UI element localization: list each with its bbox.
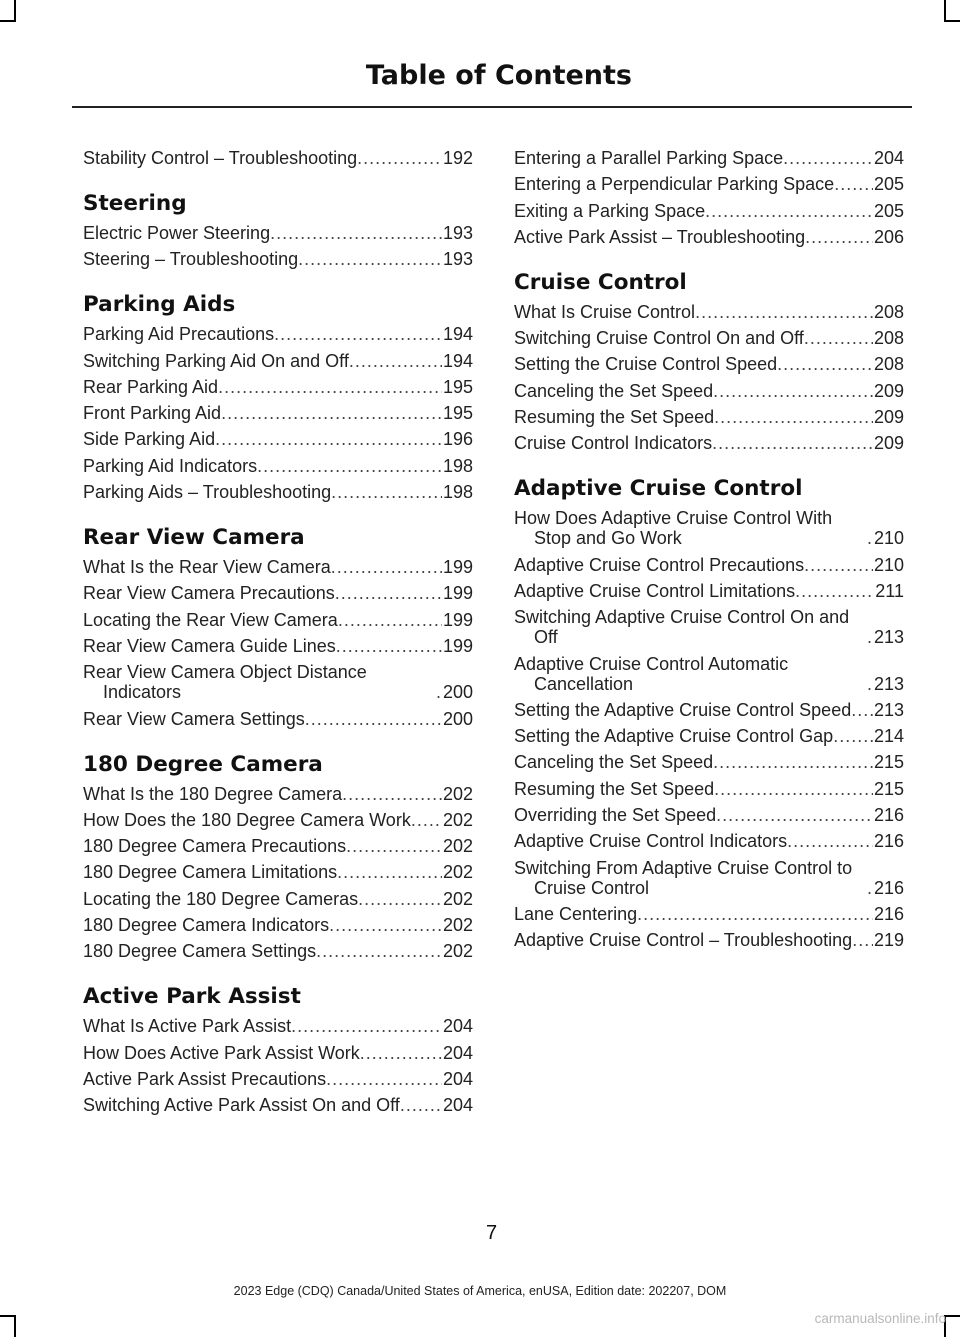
dot-leader [714, 779, 873, 799]
dot-leader [804, 555, 873, 575]
toc-entry[interactable] [514, 607, 904, 647]
toc-section [83, 148, 473, 168]
toc-entry[interactable] [83, 482, 473, 502]
page-title: Table of Contents [365, 60, 632, 91]
toc-entry-page: 200 [442, 682, 473, 703]
dot-leader [316, 941, 442, 961]
toc-entry-title: Adaptive Cruise Control – Troubleshooting [514, 930, 853, 951]
toc-entry-page: 204 [442, 1068, 473, 1089]
crop-mark [0, 1315, 16, 1317]
crop-mark [0, 20, 16, 22]
toc-entry-page: 209 [873, 380, 904, 401]
toc-entry-page: 199 [442, 583, 473, 604]
dot-leader [218, 377, 442, 397]
toc-entry[interactable] [83, 249, 473, 269]
dot-leader [805, 227, 873, 247]
toc-entry-page: 193 [442, 249, 473, 270]
dot-leader [411, 810, 442, 830]
toc-entry-page: 194 [442, 350, 473, 371]
toc-entry-page: 202 [442, 809, 473, 830]
toc-entry[interactable] [514, 555, 904, 575]
toc-section [514, 148, 904, 247]
toc-entry-page: 196 [442, 429, 473, 450]
toc-entry-title: 180 Degree Camera Precautions [83, 836, 347, 857]
toc-entry-title: Entering a Perpendicular Parking Space [514, 174, 835, 195]
dot-leader [326, 1069, 442, 1089]
toc-entry-title: How Does Active Park Assist Work [83, 1042, 360, 1063]
toc-section [83, 752, 473, 962]
toc-section [83, 525, 473, 728]
dot-leader [215, 429, 442, 449]
toc-entry-page: 199 [442, 557, 473, 578]
edition-footer: 2023 Edge (CDQ) Canada/United States of America, enUSA, Edition date: 202207, DOM [233, 1284, 727, 1298]
dot-leader [342, 784, 442, 804]
toc-entry[interactable] [514, 904, 904, 924]
toc-entry-title: Front Parking Aid [83, 403, 222, 424]
header-divider [72, 106, 912, 108]
toc-right-column [514, 148, 904, 957]
section-heading[interactable]: Active Park Assist [83, 984, 301, 1010]
toc-entry[interactable] [83, 889, 473, 909]
toc-entry[interactable] [83, 836, 473, 856]
dot-leader [221, 403, 442, 423]
dot-leader [713, 752, 873, 772]
section-heading[interactable]: Cruise Control [514, 269, 687, 295]
dot-leader [270, 223, 442, 243]
toc-entry-title: How Does Adaptive Cruise Control With Stop and Go Work [514, 508, 833, 549]
toc-entry-page: 205 [873, 174, 904, 195]
dot-leader [291, 1016, 442, 1036]
dot-leader [714, 407, 873, 427]
toc-entry-title: Switching Parking Aid On and Off [83, 350, 349, 371]
toc-entry-title: Adaptive Cruise Control Automatic Cancellation [514, 653, 789, 694]
section-heading[interactable]: Rear View Camera [83, 525, 305, 551]
toc-entry-title: Side Parking Aid [83, 429, 216, 450]
dot-leader [349, 351, 442, 371]
crop-mark [944, 1315, 960, 1317]
toc-entry-page: 195 [442, 376, 473, 397]
dot-leader [705, 201, 873, 221]
toc-entry-title: 180 Degree Camera Limitations [83, 862, 338, 883]
toc-entry-page: 193 [442, 223, 473, 243]
dot-leader [335, 583, 442, 603]
toc-entry[interactable] [514, 407, 904, 427]
toc-entry[interactable] [83, 223, 473, 243]
watermark: carmanualsonline.info [814, 1311, 946, 1326]
toc-entry[interactable] [83, 662, 473, 702]
dot-leader [331, 557, 442, 577]
toc-entry[interactable] [83, 862, 473, 882]
toc-entry[interactable] [83, 941, 473, 961]
toc-entry[interactable] [83, 1043, 473, 1063]
toc-entry-title: Exiting a Parking Space [514, 200, 706, 221]
toc-entry[interactable] [83, 1016, 473, 1036]
toc-entry[interactable] [514, 752, 904, 772]
toc-entry[interactable] [83, 456, 473, 476]
toc-entry[interactable] [83, 324, 473, 344]
dot-leader [804, 328, 873, 348]
toc-entry-title: Canceling the Set Speed [514, 380, 714, 401]
crop-mark [14, 0, 16, 22]
toc-entry-page: 219 [873, 930, 904, 951]
dot-leader [336, 636, 442, 656]
dot-leader [329, 915, 442, 935]
toc-entry[interactable] [514, 831, 904, 851]
toc-entry-title: Switching Adaptive Cruise Control On and Off [514, 607, 850, 648]
toc-entry-page: 210 [873, 528, 904, 549]
toc-entry-page: 216 [873, 805, 904, 826]
toc-entry-page: 209 [873, 433, 904, 454]
toc-entry-page: 208 [873, 354, 904, 375]
toc-entry[interactable] [514, 700, 904, 720]
toc-entry-page: 204 [442, 1016, 473, 1037]
toc-entry-page: 213 [873, 673, 904, 694]
toc-entry-page: 213 [873, 627, 904, 648]
toc-entry-title: Parking Aid Precautions [83, 324, 275, 345]
dot-leader [777, 354, 873, 374]
dot-leader [716, 805, 873, 825]
toc-entry-page: 215 [873, 752, 904, 773]
toc-entry-page: 213 [873, 699, 904, 720]
toc-entry-title: Adaptive Cruise Control Limitations [514, 580, 796, 601]
dot-leader [834, 174, 873, 194]
toc-entry-title: 180 Degree Camera Settings [83, 941, 317, 962]
crop-mark [14, 1315, 16, 1337]
toc-entry-title: Locating the 180 Degree Cameras [83, 888, 359, 909]
toc-entry-page: 204 [442, 1042, 473, 1063]
toc-entry-title: Active Park Assist – Troubleshooting [514, 226, 806, 247]
toc-entry[interactable] [514, 227, 904, 247]
toc-entry-title: Resuming the Set Speed [514, 778, 715, 799]
dot-leader [400, 1095, 442, 1115]
toc-entry[interactable] [514, 508, 904, 548]
toc-entry-title: What Is the 180 Degree Camera [83, 783, 343, 804]
toc-entry-title: Overriding the Set Speed [514, 805, 717, 826]
toc-entry-page: 209 [873, 407, 904, 428]
toc-entry[interactable] [83, 148, 473, 168]
toc-entry-page: 215 [873, 778, 904, 799]
toc-entry-page: 199 [442, 609, 473, 630]
toc-entry[interactable] [83, 351, 473, 371]
toc-entry-title: 180 Degree Camera Indicators [83, 915, 330, 936]
toc-entry-page: 216 [873, 831, 904, 852]
toc-entry-title: Entering a Parallel Parking Space [514, 148, 784, 168]
dot-leader [298, 249, 442, 269]
toc-entry-title: Setting the Adaptive Cruise Control Speed [514, 699, 852, 720]
dot-leader [305, 709, 442, 729]
dot-leader [795, 581, 874, 601]
toc-entry-title: Parking Aids – Troubleshooting [83, 482, 332, 503]
toc-entry[interactable] [83, 557, 473, 577]
toc-entry[interactable] [83, 1069, 473, 1089]
page-number: 7 [486, 1222, 498, 1244]
dot-leader [695, 302, 873, 322]
toc-entry-title: Locating the Rear View Camera [83, 609, 338, 630]
dot-leader [338, 610, 442, 630]
dot-leader [833, 726, 873, 746]
dot-leader [337, 862, 442, 882]
toc-entry-page: 194 [442, 324, 473, 345]
toc-entry-page: 202 [442, 915, 473, 936]
toc-entry-title: Active Park Assist Precautions [83, 1068, 327, 1089]
dot-leader [358, 889, 442, 909]
toc-entry[interactable] [83, 915, 473, 935]
toc-entry-title: Adaptive Cruise Control Precautions [514, 554, 805, 575]
toc-section [514, 476, 904, 950]
toc-entry-title: Stability Control – Troubleshooting [83, 148, 358, 168]
toc-entry-title: Steering – Troubleshooting [83, 249, 299, 270]
dot-leader [787, 831, 873, 851]
toc-section [83, 191, 473, 269]
toc-entry-title: What Is Active Park Assist [83, 1016, 292, 1037]
toc-entry-title: Rear View Camera Settings [83, 708, 305, 729]
toc-entry[interactable] [514, 779, 904, 799]
dot-leader [852, 930, 873, 950]
toc-entry-page: 202 [442, 941, 473, 962]
toc-entry-page: 204 [873, 148, 904, 168]
toc-entry-title: Switching From Adaptive Cruise Control to Cruise Control [514, 857, 853, 898]
toc-entry[interactable] [83, 810, 473, 830]
toc-entry[interactable] [514, 805, 904, 825]
toc-entry-page: 210 [873, 554, 904, 575]
section-heading[interactable]: Steering [83, 191, 187, 216]
toc-entry-title: Rear View Camera Precautions [83, 583, 335, 604]
toc-entry[interactable] [83, 784, 473, 804]
toc-entry[interactable] [514, 930, 904, 950]
toc-entry[interactable] [83, 709, 473, 729]
toc-entry[interactable] [514, 201, 904, 221]
toc-entry[interactable] [83, 636, 473, 656]
dot-leader [783, 148, 873, 168]
toc-entry-page: 192 [442, 148, 473, 168]
dot-leader [851, 700, 873, 720]
section-heading[interactable]: Parking Aids [83, 292, 236, 318]
toc-entry-title: Rear View Camera Object Distance Indicators [83, 662, 367, 703]
toc-entry-page: 198 [442, 482, 473, 503]
toc-section [83, 292, 473, 502]
toc-entry[interactable] [514, 654, 904, 694]
toc-entry-title: Resuming the Set Speed [514, 407, 715, 428]
toc-entry[interactable] [514, 302, 904, 322]
toc-entry-page: 202 [442, 836, 473, 857]
toc-entry-title: Electric Power Steering [83, 223, 271, 243]
toc-entry-title: Lane Centering [514, 903, 638, 924]
dot-leader [360, 1043, 442, 1063]
toc-section [514, 270, 904, 453]
toc-entry-title: What Is Cruise Control [514, 301, 696, 322]
toc-entry[interactable] [83, 583, 473, 603]
toc-section [83, 984, 473, 1115]
toc-entry[interactable] [514, 858, 904, 898]
toc-entry[interactable] [514, 581, 904, 601]
toc-entry[interactable] [83, 403, 473, 423]
section-heading[interactable]: 180 Degree Camera [83, 751, 323, 777]
toc-entry-page: 214 [873, 726, 904, 747]
toc-entry-title: Setting the Cruise Control Speed [514, 354, 778, 375]
toc-entry-page: 199 [442, 635, 473, 656]
toc-entry-page: 211 [875, 580, 904, 601]
toc-entry-page: 208 [873, 328, 904, 349]
section-heading[interactable]: Adaptive Cruise Control [514, 476, 803, 502]
dot-leader [346, 836, 442, 856]
toc-entry-title: Parking Aid Indicators [83, 455, 258, 476]
toc-entry-page: 202 [442, 783, 473, 804]
toc-entry[interactable] [514, 381, 904, 401]
toc-entry-title: Switching Active Park Assist On and Off [83, 1095, 400, 1116]
toc-entry[interactable] [83, 1095, 473, 1115]
dot-leader [274, 324, 442, 344]
toc-entry[interactable] [83, 377, 473, 397]
toc-left-column [83, 148, 473, 1122]
toc-entry-page: 202 [442, 888, 473, 909]
toc-entry-page: 204 [442, 1095, 473, 1116]
dot-leader [713, 381, 873, 401]
toc-entry[interactable] [514, 174, 904, 194]
toc-entry-title: What Is the Rear View Camera [83, 557, 331, 578]
toc-entry-page: 195 [442, 403, 473, 424]
crop-mark [944, 20, 960, 22]
toc-entry-title: Cruise Control Indicators [514, 433, 713, 454]
dot-leader [637, 904, 873, 924]
toc-entry-title: Rear Parking Aid [83, 376, 219, 397]
toc-entry-page: 208 [873, 301, 904, 322]
toc-entry[interactable] [514, 433, 904, 453]
toc-entry-title: Setting the Adaptive Cruise Control Gap [514, 726, 834, 747]
toc-entry-page: 198 [442, 455, 473, 476]
toc-entry-page: 216 [873, 877, 904, 898]
toc-entry[interactable] [514, 148, 904, 168]
dot-leader [257, 456, 442, 476]
toc-entry-title: Rear View Camera Guide Lines [83, 635, 336, 656]
toc-entry-title: How Does the 180 Degree Camera Work [83, 809, 411, 830]
toc-entry-page: 200 [442, 708, 473, 729]
toc-entry-title: Switching Cruise Control On and Off [514, 328, 804, 349]
toc-entry-page: 205 [873, 200, 904, 221]
toc-entry-title: Canceling the Set Speed [514, 752, 714, 773]
toc-entry-page: 216 [873, 903, 904, 924]
toc-entry[interactable] [83, 429, 473, 449]
toc-entry-page: 206 [873, 226, 904, 247]
crop-mark [944, 0, 946, 22]
dot-leader [331, 482, 442, 502]
toc-entry[interactable] [514, 328, 904, 348]
dot-leader [357, 148, 442, 168]
toc-entry-page: 202 [442, 862, 473, 883]
toc-entry[interactable] [83, 610, 473, 630]
toc-entry[interactable] [514, 726, 904, 746]
dot-leader [712, 433, 873, 453]
toc-entry[interactable] [514, 354, 904, 374]
toc-entry-title: Adaptive Cruise Control Indicators [514, 831, 788, 852]
